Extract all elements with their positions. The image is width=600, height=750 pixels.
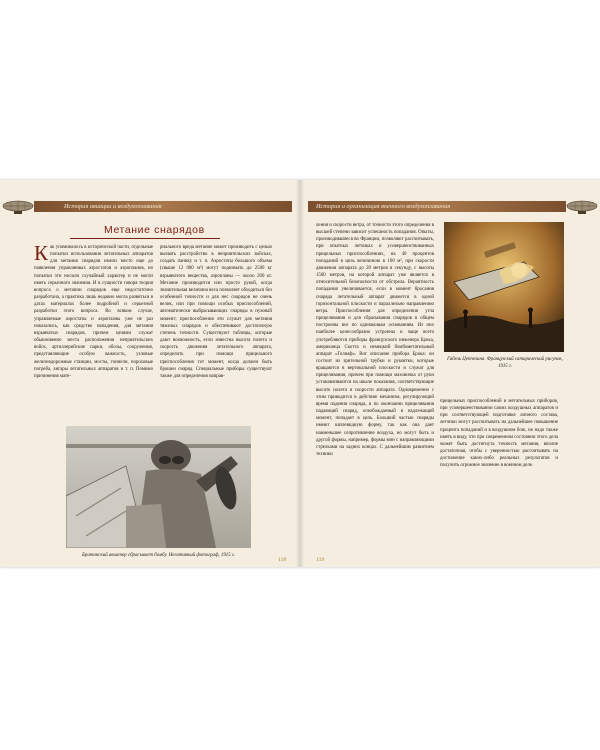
text-column-4 xyxy=(440,398,558,498)
running-head: История и организация военного воздухоплавания xyxy=(316,203,451,210)
running-head-band xyxy=(34,201,292,212)
running-head-band xyxy=(308,201,566,212)
title-underline xyxy=(70,238,220,239)
aviator-photo xyxy=(66,426,251,548)
text-column-3 xyxy=(316,222,434,478)
photo-caption: Британский авиатор сбрасывает бомбу. Негативный фотограф, 1915 г. xyxy=(82,553,235,558)
drop-cap: К xyxy=(34,244,49,265)
column-text: риального вреда метание может производить с целью вызвать расстройство в неприятельских войсках, создать панику и т. п. Аэростаты большого объема (свыше 12 000 м³) могут поднимать до 2500 кг взрывчатого вещества, аэропланы — около 200 кг. Метание производится или просто рукой, когда значительная величина веса позволяет обходиться без особенной точности и для нес снарядов не очень велик, или при помощи особых приспособлений, автоматически выбрасывающих снаряды в нужный момент; приспособления эти служат для метания тяжелых снарядов и обеспечивают достаточную степень точности. Существуют таблицы, которые дают возможность, если известна высота полета и скорость движения летательного аппарата, определить при помощи прицельного приспособления тот момент, когда должен быть брошен снаряд. Специальные приборы существуют также для определения направ- xyxy=(160,245,272,379)
column-text: ак упоминалось в исторической части, отдельные попытки использования летательных аппаратов для метания снарядов имели место еще до появления управляемых аэростатов и аэропланов, но попытки эти носили случайный характер и не могли иметь серьезного значения. И в сущности говоря теория вопроса о метании снарядов еще недостаточно разработана, а практика лишь недавно могла развиться в датах материалах более подробной и серьезной разработки этого вопроса. Во всяком случае, управляемые аэростаты и аэропланы уже не раз показались, как средство нападения, для метания взрывчатых снарядов, причем целями служат обыкновенно места расположения неприятельских войск, артиллерийские парки, обозы, сооружения, представляющие особую важность, узловые железнодорожные станции, мосты, тоннели, пороховые погреба, ангары летательных аппаратов и т. п. Помимо причинения мате- xyxy=(34,245,153,379)
column-text: прицельных приспособлений и метательных приборов, при усовершенствовании самих воздушных аппаратов и при соответствующей подготовке личного состава, летчики могут рассчитывать на дальнейшее повышение процента попаданий и в воздушном бою, но надо также иметь в виду, что при современном состоянии этого дела может быть достигнута точность метания, вполне достаточная, чтобы с уверенностью рассчитывать на достижение каких-либо реальных результатов и получить огромное значение в военном деле. xyxy=(440,399,558,469)
book-spread xyxy=(0,180,600,567)
illustration-caption: Гибель Цеппелина. Французский сатирический рисунок, 1915 г. xyxy=(447,357,563,369)
running-head: История авиации и воздухоплавания xyxy=(64,203,162,210)
section-title: Метание снарядов xyxy=(104,224,205,236)
column-text: ления и скорости ветра, от точности этого определения в высшей степени зависит успешность попадания. Опыты, производившиеся во Франции, позволяют рассчитывать, при опытных летчиках и усовершенствованных прицельных приспособлениях, на 40 процентов попаданий в цель величиною в 100 м², при скорости движения аппарата до 20 метров в секунду, с высоты 1500 метров, на которой аппарат уже является в относительной безопасности от обстрела. Вероятность попадания увеличивается, если в момент бросания снаряда летательный аппарат движется в одной горизонтальной плоскости и параллельно направлению ветра. Приспособления для определения угла прицеливания и для сбрасывания снарядов в общем построены все по одинаковым основаниям. Из них наиболее целесообразно устроены и чаще всего употребляются приборы французского инженера Брока, американца Скотта и немецкий бомбометательный аппарат «Голиаф». Вот описание прибора Брока: он состоит из зрительной трубки и рукоятки, которые вращаются в вертикальной плоскости и служат для прицеливания, причем при помощи маховичка от руки устанавливаются на шкале показания, соответствующие высоте полета и скорости аппарата. Одновременно с этим приводится в действие механизм, регулирующий время падения снаряда, и по окончании прицеливания падающий снаряд, освобождаемый в надлежащий момент, попадает в цель. Больший частью снаряды имеют каплевидную форму, так как она дает наименьшее сопротивление воздуха, но могут быть и другой формы, например, формы мин с направляющими стрелками на задних концах. С дальнейшим развитием техники xyxy=(316,223,434,457)
zeppelin-illustration xyxy=(444,222,564,352)
text-column-2 xyxy=(160,244,272,384)
page-number: 118 xyxy=(278,557,287,563)
zeppelin-ornament-icon xyxy=(2,198,34,216)
book-gutter xyxy=(296,180,304,567)
text-column-1 xyxy=(34,244,153,384)
zeppelin-ornament-icon xyxy=(566,198,598,216)
page-number: 119 xyxy=(316,557,325,563)
